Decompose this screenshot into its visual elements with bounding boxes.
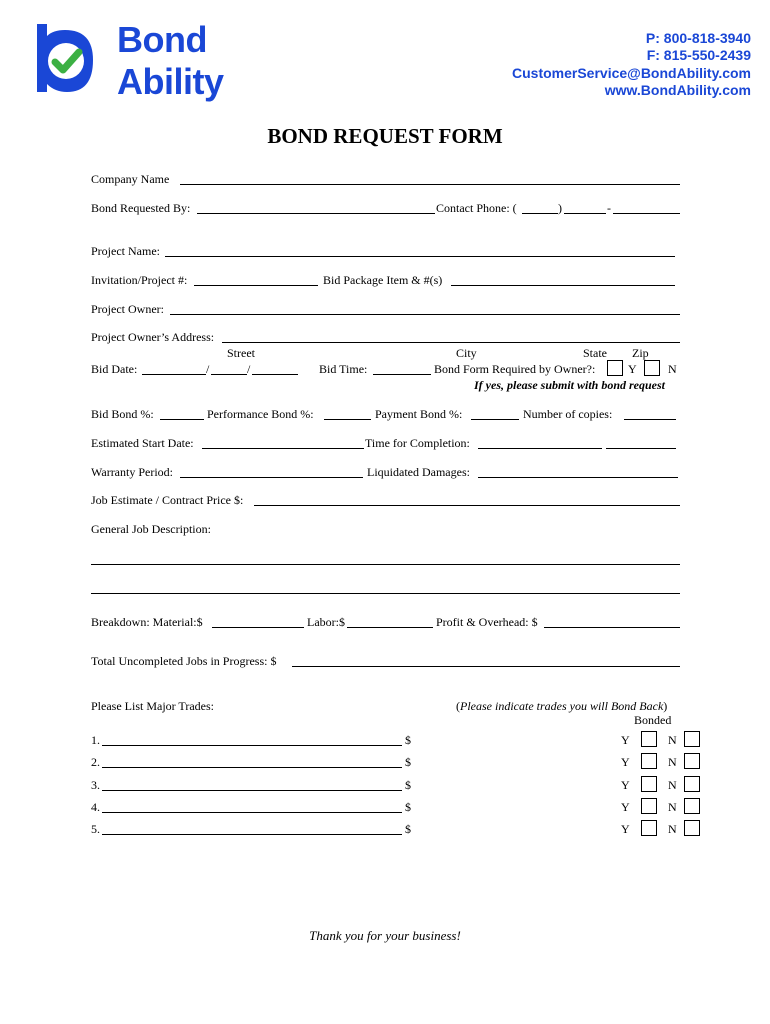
bid-date-label: Bid Date:	[91, 362, 138, 376]
trade-dollar: $	[405, 733, 411, 747]
trade-no-checkbox[interactable]	[684, 776, 700, 792]
trade-row	[0, 753, 770, 775]
bond-form-required-label: Bond Form Required by Owner?:	[434, 362, 596, 376]
bonded-label: Bonded	[634, 713, 672, 727]
trade-row	[0, 820, 770, 842]
contact-fax: F: 815-550-2439	[646, 47, 751, 63]
trade-dollar: $	[405, 778, 411, 792]
major-trades-label: Please List Major Trades:	[91, 699, 214, 713]
trade-yes-checkbox[interactable]	[641, 731, 657, 747]
profit-overhead-label: Profit & Overhead: $	[436, 615, 538, 629]
total-uncompleted-label: Total Uncompleted Jobs in Progress: $	[91, 654, 277, 668]
trade-no-label: N	[668, 733, 677, 747]
bond-form-no-label: N	[668, 362, 677, 376]
city-label: City	[456, 346, 477, 360]
trade-yes-label: Y	[621, 800, 630, 814]
trade-name-field[interactable]	[102, 812, 402, 813]
trade-yes-checkbox[interactable]	[641, 820, 657, 836]
trades-note-text: Please indicate trades you will Bond Back	[460, 699, 664, 713]
bond-form-yes-label: Y	[628, 362, 637, 376]
trade-no-label: N	[668, 800, 677, 814]
logo-text-ability: Ability	[117, 61, 224, 102]
bid-date-sep-1: /	[206, 362, 210, 376]
trade-number: 2.	[91, 755, 100, 769]
bid-bond-label: Bid Bond %:	[91, 407, 154, 421]
trade-dollar: $	[405, 800, 411, 814]
trade-no-checkbox[interactable]	[684, 731, 700, 747]
zip-label: Zip	[632, 346, 649, 360]
bid-package-label: Bid Package Item & #(s)	[323, 273, 443, 287]
number-of-copies-label: Number of copies:	[523, 407, 613, 421]
performance-bond-label: Performance Bond %:	[207, 407, 314, 421]
contact-phone-label: Contact Phone: (	[436, 201, 517, 215]
company-name-label: Company Name	[91, 172, 170, 186]
trade-row	[0, 776, 770, 798]
trade-name-field[interactable]	[102, 834, 402, 835]
trade-name-field[interactable]	[102, 745, 402, 746]
phone-dash: -	[607, 201, 611, 215]
trade-no-checkbox[interactable]	[684, 798, 700, 814]
liquidated-damages-label: Liquidated Damages:	[367, 465, 470, 479]
trade-yes-checkbox[interactable]	[641, 753, 657, 769]
time-completion-label: Time for Completion:	[365, 436, 470, 450]
trade-name-field[interactable]	[102, 767, 402, 768]
start-date-label: Estimated Start Date:	[91, 436, 194, 450]
if-yes-note: If yes, please submit with bond request	[474, 378, 666, 392]
trade-no-label: N	[668, 822, 677, 836]
breakdown-material-label: Breakdown: Material:$	[91, 615, 203, 629]
trade-no-label: N	[668, 755, 677, 769]
trades-note-close: )	[663, 699, 668, 713]
thank-you-note: Thank you for your business!	[309, 928, 461, 943]
project-name-label: Project Name:	[91, 244, 160, 258]
warranty-label: Warranty Period:	[91, 465, 174, 479]
trade-no-label: N	[668, 778, 677, 792]
trade-yes-label: Y	[621, 778, 630, 792]
street-label: Street	[227, 346, 255, 360]
trade-number: 3.	[91, 778, 100, 792]
trade-row	[0, 731, 770, 753]
trade-no-checkbox[interactable]	[684, 820, 700, 836]
trade-yes-label: Y	[621, 755, 630, 769]
trade-number: 4.	[91, 800, 100, 814]
trade-yes-checkbox[interactable]	[641, 776, 657, 792]
general-description-label: General Job Description:	[91, 522, 211, 536]
trade-yes-label: Y	[621, 822, 630, 836]
trades-note-open: (	[456, 699, 460, 713]
project-owner-label: Project Owner:	[91, 302, 164, 316]
bid-date-sep-2: /	[247, 362, 251, 376]
invitation-project-label: Invitation/Project #:	[91, 273, 188, 287]
owner-address-label: Project Owner’s Address:	[91, 330, 215, 344]
state-label: State	[583, 346, 607, 360]
trade-dollar: $	[405, 822, 411, 836]
labor-label: Labor:$	[307, 615, 345, 629]
contact-phone: P: 800-818-3940	[645, 30, 751, 46]
trade-number: 5.	[91, 822, 100, 836]
trade-row	[0, 798, 770, 820]
trade-no-checkbox[interactable]	[684, 753, 700, 769]
bid-time-label: Bid Time:	[319, 362, 368, 376]
bond-requested-by-label: Bond Requested By:	[91, 201, 191, 215]
phone-paren: )	[558, 201, 562, 215]
page-title: BOND REQUEST FORM	[267, 124, 503, 148]
trade-yes-label: Y	[621, 733, 630, 747]
contact-website[interactable]: www.BondAbility.com	[604, 82, 751, 98]
contact-email[interactable]: CustomerService@BondAbility.com	[512, 65, 751, 81]
trade-name-field[interactable]	[102, 790, 402, 791]
logo-text-bond: Bond	[117, 19, 207, 60]
trade-dollar: $	[405, 755, 411, 769]
trade-number: 1.	[91, 733, 100, 747]
job-estimate-label: Job Estimate / Contract Price $:	[91, 493, 244, 507]
payment-bond-label: Payment Bond %:	[375, 407, 463, 421]
trade-yes-checkbox[interactable]	[641, 798, 657, 814]
